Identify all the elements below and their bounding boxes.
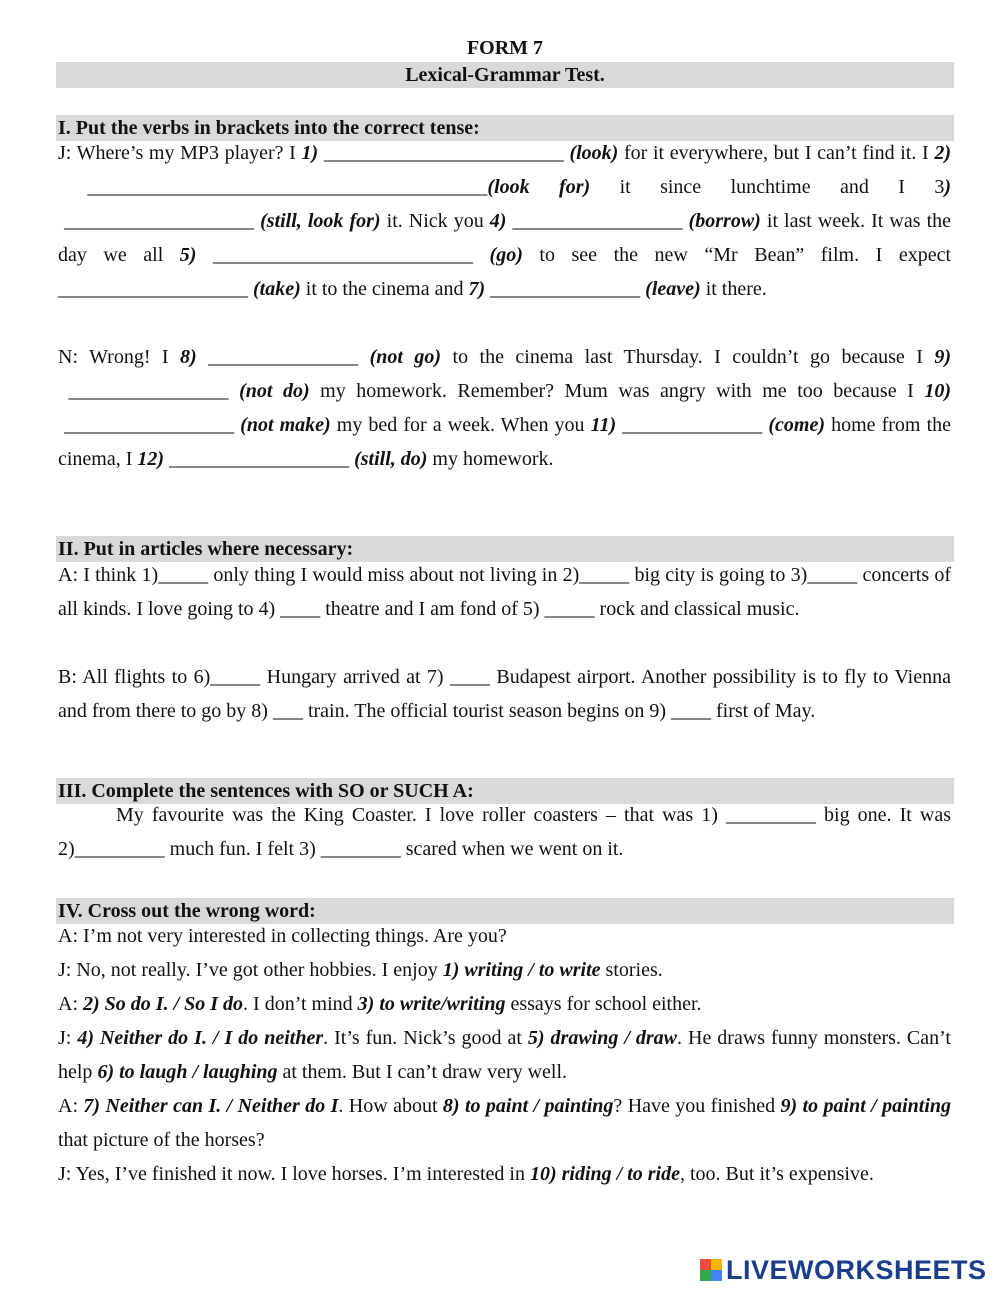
answer-blank[interactable]: __________________	[164, 448, 355, 470]
item-number: 12)	[137, 448, 165, 470]
verb-hint: (not do)	[239, 380, 310, 402]
liveworksheets-logo	[700, 1256, 987, 1284]
word-choice[interactable]: 4) Neither do I. / I do neither	[77, 1027, 324, 1049]
verb-hint: (go)	[489, 244, 523, 266]
section-4-heading: IV. Cross out the wrong word:	[58, 900, 316, 922]
dialogue-line-4: J: 4) Neither do I. / I do neither. It’s fun. Nick’s good at 5) drawing / draw. He draws funny monsters. Can’t help 6) to laugh / laughing at them. But I can’t draw very well.	[58, 1027, 951, 1083]
liveworksheets-logo-text: LIVEWORKSHEETS	[726, 1254, 987, 1285]
answer-blank[interactable]: _________________	[58, 414, 241, 436]
verb-hint: (borrow)	[688, 210, 761, 232]
item-number: )	[944, 176, 952, 198]
answer-blank[interactable]: ___________________	[58, 278, 253, 300]
answer-blank[interactable]: _______________	[196, 346, 370, 368]
item-number: 5)	[179, 244, 197, 266]
answer-blank[interactable]: ________________________	[318, 142, 570, 164]
form-title: FORM 7	[466, 37, 544, 59]
word-choice[interactable]: 3) to write/writing	[357, 993, 506, 1015]
section-2-paragraph-1: A: I think 1)_____ only thing I would miss about not living in 2)_____ big city is going to 3)_____ concerts of all kinds. I love going to 4) ____ theatre and I am fond of 5) _____ rock and classical music.	[58, 564, 951, 620]
word-choice[interactable]: 2) So do I. / So I do	[83, 993, 244, 1015]
section-3-paragraph: My favourite was the King Coaster. I love roller coasters – that was 1) _________ big one. It was 2)_________ much fun. I felt 3) ________ scared when we went on it.	[58, 804, 951, 860]
item-number: 8)	[180, 346, 197, 368]
item-number: 4)	[489, 210, 507, 232]
test-title: Lexical-Grammar Test.	[405, 64, 605, 86]
section-2-paragraph-2: B: All flights to 6)_____ Hungary arrived at 7) ____ Budapest airport. Another possibility is to fly to Vienna and from there to go by 8) ___ train. The official tourist season begins on 9) ____ first of May.	[58, 666, 951, 722]
answer-blank[interactable]: ___________________	[58, 210, 261, 232]
item-number: 9)	[934, 346, 951, 368]
item-number: 1)	[301, 142, 319, 164]
word-choice[interactable]: 8) to paint / painting	[442, 1095, 614, 1117]
section-2-heading: II. Put in articles where necessary:	[58, 538, 354, 560]
liveworksheets-logo-icon	[700, 1259, 722, 1281]
section-1-heading: I. Put the verbs in brackets into the correct tense:	[58, 117, 480, 139]
dialogue-line-2: J: No, not really. I’ve got other hobbies. I enjoy 1) writing / to write stories.	[58, 959, 663, 981]
dialogue-line-3: A: 2) So do I. / So I do. I don’t mind 3) to write/writing essays for school either.	[58, 993, 702, 1015]
section-3-heading: III. Complete the sentences with SO or SUCH A:	[58, 780, 474, 802]
word-choice[interactable]: 1) writing / to write	[442, 959, 601, 981]
word-choice[interactable]: 10) riding / to ride	[529, 1163, 680, 1185]
item-number: 10)	[924, 380, 952, 402]
test-title-band	[56, 62, 954, 88]
item-number: 11)	[590, 414, 617, 436]
verb-hint: (still, do)	[354, 448, 428, 470]
answer-blank[interactable]: _________________	[506, 210, 689, 232]
section-1-paragraph-2: N: Wrong! I 8) _______________ (not go) to the cinema last Thursday. I couldn’t go because I 9) ________________ (not do) my homework. Remember? Mum was angry with me too because I 10) _________________ (not make) my bed for a week. When you 11) ______________ (come) home from the cinema, I 12) __________________ (still, do) my homework.	[58, 346, 952, 470]
item-number: 2)	[934, 142, 951, 164]
verb-hint: (leave)	[645, 278, 701, 300]
word-choice[interactable]: 6) to laugh / laughing	[97, 1061, 278, 1083]
dialogue-line-1: A: I’m not very interested in collecting things. Are you?	[58, 925, 507, 947]
verb-hint: (not make)	[240, 414, 331, 436]
answer-blank[interactable]: _______________	[485, 278, 646, 300]
word-choice[interactable]: 9) to paint / painting	[780, 1095, 952, 1117]
verb-hint: (still, look for)	[260, 210, 381, 232]
answer-blank[interactable]: __________________________	[196, 244, 490, 266]
dialogue-line-6: J: Yes, I’ve finished it now. I love horses. I’m interested in 10) riding / to ride, too. But it’s expensive.	[58, 1163, 874, 1185]
verb-hint: (come)	[768, 414, 825, 436]
section-1-paragraph-1: J: Where’s my MP3 player? I 1) ________________________ (look) for it everywhere, but I can’t find it. I 2) ________________________________________(look for) it since lunchtime and I 3) ___________________ (still, look for) it. Nick you 4) _________________ (borrow) it last week. It was the day we all 5) __________________________ (go) to see the new “Mr Bean” film. I expect ___________________ (take) it to the cinema and 7) _______________ (leave) it there.	[58, 142, 952, 300]
answer-blank[interactable]: ______________	[616, 414, 769, 436]
word-choice[interactable]: 7) Neither can I. / Neither do I	[83, 1095, 339, 1117]
answer-blank[interactable]: ________________	[58, 380, 240, 402]
dialogue-line-5: A: 7) Neither can I. / Neither do I. How about 8) to paint / painting? Have you finished 9) to paint / painting that picture of the horses?	[58, 1095, 952, 1151]
answer-blank[interactable]: ________________________________________	[58, 176, 488, 198]
verb-hint: (take)	[253, 278, 301, 300]
verb-hint: (not go)	[369, 346, 442, 368]
verb-hint: (look)	[569, 142, 619, 164]
item-number: 7)	[468, 278, 486, 300]
verb-hint: (look for)	[487, 176, 591, 198]
word-choice[interactable]: 5) drawing / draw	[527, 1027, 678, 1049]
